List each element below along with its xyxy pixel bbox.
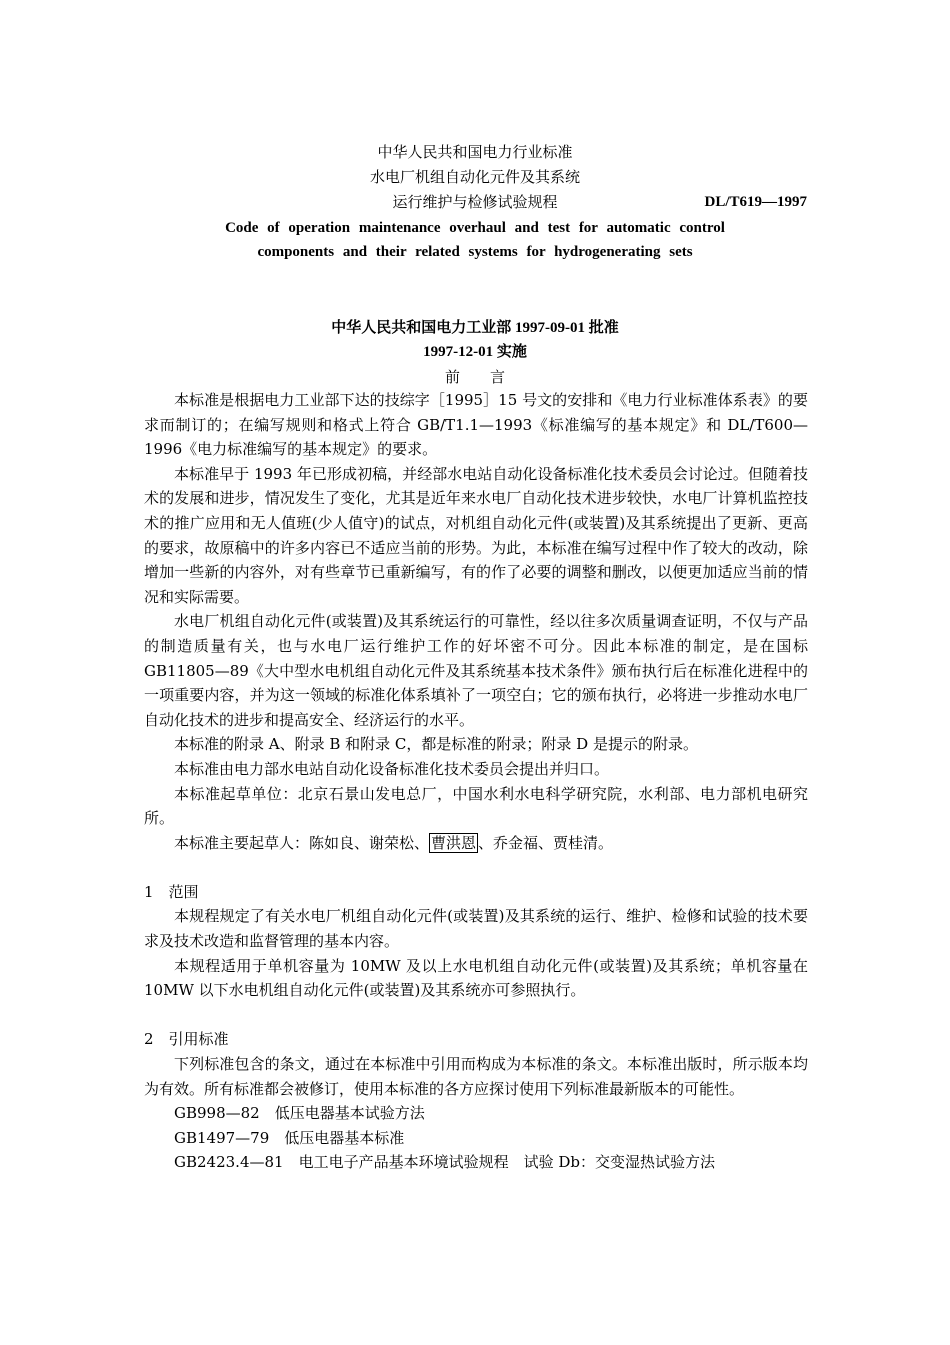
section2-paragraph-1: 下列标准包含的条文，通过在本标准中引用而构成为本标准的条文。本标准出版时，所示版本均为有效。所有标准都会被修订，使用本标准的各方应探讨使用下列标准最新版本的可能性。 xyxy=(144,1055,808,1098)
foreword-paragraph-4: 本标准的附录 A、附录 B 和附录 C，都是标准的附录；附录 D 是提示的附录。 xyxy=(174,735,698,754)
section-spacer xyxy=(144,1003,808,1028)
section1-paragraph-1: 本规程规定了有关水电厂机组自动化元件(或装置)及其系统的运行、维护、检修和试验的技术要求及技术改造和监督管理的基本内容。 xyxy=(144,907,808,951)
standard-code: DL/T619—1997 xyxy=(704,194,807,210)
standard-title-line2: 运行维护与检修试验规程 xyxy=(392,193,558,211)
section2-heading: 2 引用标准 xyxy=(144,1030,229,1049)
reference-item: GB1497—79 低压电器基本标准 xyxy=(174,1128,405,1147)
drafters-suffix: 、乔金福、贾桂清。 xyxy=(478,833,614,852)
foreword-paragraph-2: 本标准早于 1993 年已形成初稿，并经部水电站自动化设备标准化技术委员会讨论过。但随着技术的发展和进步，情况发生了变化，尤其是近年来水电厂自动化技术进步较快，水电厂计算机监控技术的推广应用和无人值班(少人值守)的试点，对机组自动化元件(或装置)及其系统提出了更新、更高的要求，故原稿中的许多内容已不适应当前的形势。为此，本标准在编写过程中作了较大的改动，除增加一些新的内容外，对有些章节已重新编写，有的作了必要的调整和删改，以便更加适应当前的情况和实际需要。 xyxy=(144,464,808,606)
drafters-prefix: 本标准主要起草人：陈如良、谢荣松、 xyxy=(174,833,430,852)
standard-title-line1: 水电厂机组自动化元件及其系统 xyxy=(369,168,580,186)
reference-item: GB998—82 低压电器基本试验方法 xyxy=(174,1104,425,1123)
foreword-paragraph-1: 本标准是根据电力工业部下达的技综字［1995］15 号文的安排和《电力行业标准体系表》的要求而制订的；在编写规则和格式上符合 GB/T1.1—1993《标准编写的基本规定》和 DL/T600—1996《电力标准编写的基本规定》的要求。 xyxy=(144,391,808,459)
boxed-drafter-name: 曹洪恩 xyxy=(431,833,477,852)
approval-line: 中华人民共和国电力工业部 1997-09-01 批准 xyxy=(331,320,619,336)
reference-item: GB2423.4—81 电工电子产品基本环境试验规程 试验 Db：交变湿热试验方法 xyxy=(174,1153,715,1172)
implementation-date: 1997-12-01 实施 xyxy=(423,344,527,360)
section1-heading: 1 范围 xyxy=(144,882,199,901)
standard-category: 中华人民共和国电力行业标准 xyxy=(377,143,573,161)
foreword-paragraph-6: 本标准起草单位：北京石景山发电总厂，中国水利水电科学研究院，水利部、电力部机电研究所。 xyxy=(144,784,808,828)
foreword-title: 前 言 xyxy=(444,368,505,386)
foreword-paragraph-3: 水电厂机组自动化元件(或装置)及其系统运行的可靠性，经以往多次质量调查证明，不仅与产品的制造质量有关，也与水电厂运行维护工作的好坏密不可分。因此本标准的制定，是在国标 GB11805—89《大中型水电机组自动化元件及其系统基本技术条件》颁布执行后在标准化进程中的一项重要内容，并为这一领域的标准化体系填补了一项空白；它的颁布执行，必将进一步推动水电厂自动化技术的进步和提高安全、经济运行的水平。 xyxy=(144,612,808,729)
english-title-line2: components and their related systems for hydrogenerating sets xyxy=(257,244,693,260)
english-title-line1: Code of operation maintenance overhaul and test for automatic control xyxy=(225,220,725,236)
section1-paragraph-2: 本规程适用于单机容量为 10MW 及以上水电机组自动化元件(或装置)及其系统；单机容量在 10MW 以下水电机组自动化元件(或装置)及其系统亦可参照执行。 xyxy=(144,956,808,1000)
foreword-paragraph-7 xyxy=(144,831,808,856)
section-spacer xyxy=(144,855,808,880)
foreword-paragraph-5: 本标准由电力部水电站自动化设备标准化技术委员会提出并归口。 xyxy=(174,759,610,778)
document-body xyxy=(144,388,808,1175)
